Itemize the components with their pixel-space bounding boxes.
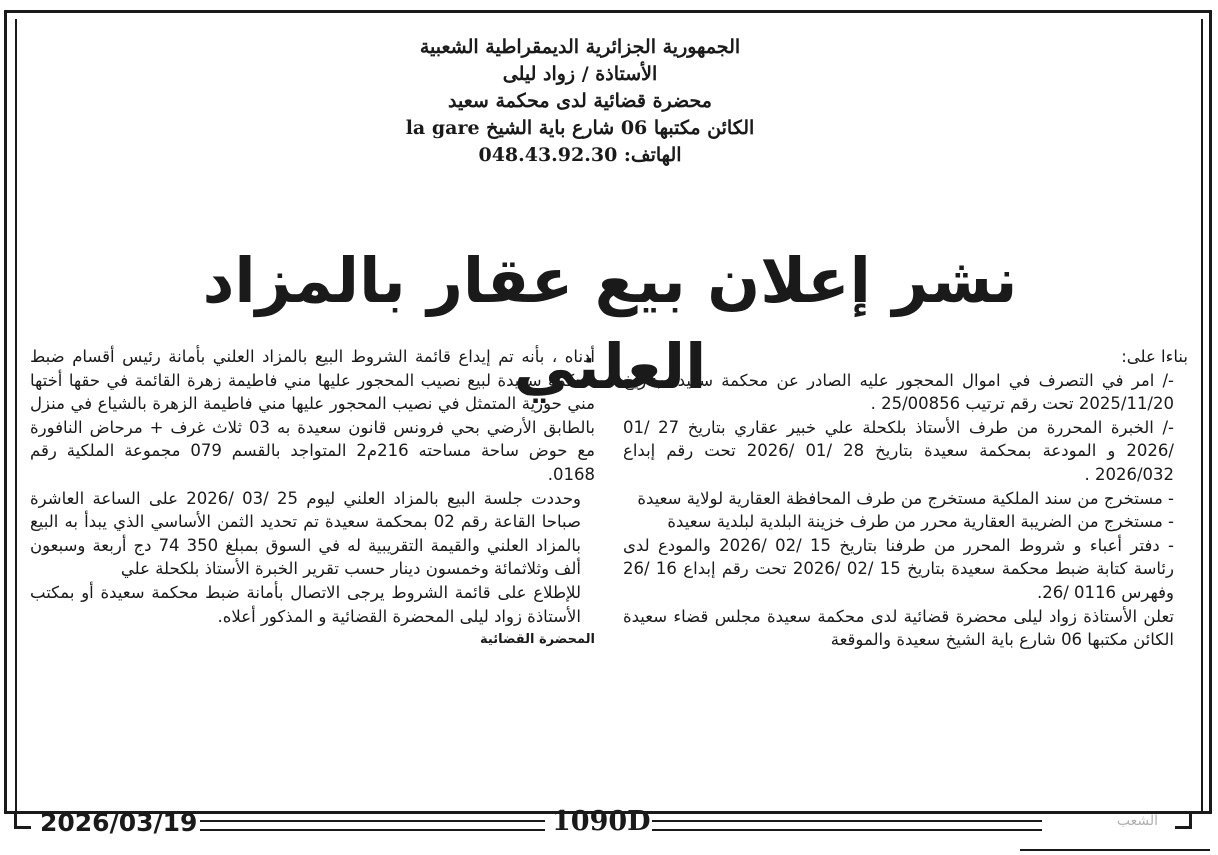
- signature: المحضرة القضائية: [480, 632, 595, 648]
- footer-bracket-right: [1175, 812, 1192, 829]
- left-column: [30, 345, 595, 652]
- right-intro: بناءا على:: [1121, 347, 1188, 366]
- footer-code: 1090D: [552, 806, 651, 837]
- phone-value: 048.43.92.30: [478, 144, 618, 166]
- header-bailiff-title: محضرة قضائية لدى محكمة سعيد: [448, 90, 712, 112]
- right-column: [623, 345, 1188, 652]
- left-paragraph: أدناه ، بأنه تم إيداع قائمة الشروط البيع بالمزاد العلني بأمانة رئيس أقسام ضبط محكمة سعيدة لبيع نصيب المحجور عليها مني فاطيمة زهرة القائمة في حقها أختها مني حورية المتمثل في نصيب المحجور عليها مني فاطيمة الزهرة بالشياع في منزل بالطابق الأرضي بحي فرونس قانون سعيدة به 03 ثلاث غرف + مرحاض النافورة مع حوض ساحة مساحته 216م2 المتواجد بالقسم 079 مجموعة الملكية رقم 0168.: [30, 347, 595, 484]
- footer-rule-right: [652, 820, 1042, 831]
- right-item: - مستخرج من سند الملكية مستخرج من طرف المحافظة العقارية لولاية سعيدة: [637, 488, 1174, 508]
- footer-rule-left: [200, 820, 545, 831]
- newspaper-logo: الشعب: [1116, 813, 1158, 829]
- footer-bracket-left: [14, 812, 31, 829]
- right-item: -/ امر في التصرف في اموال المحجور عليه الصادر عن محكمة سعيدة بتاريخ 2025/11/20 تحت رقم ترتيب 25/00856 .: [623, 370, 1174, 414]
- header-phone: [360, 142, 800, 169]
- right-item: - دفتر أعباء و شروط المحرر من طرفنا بتاريخ 15 /02 /2026 والمودع لدى رئاسة كتابة ضبط محكمة سعيدة بتاريخ 15 /02 /2026 تحت رقم إبداع 16 /26 وفهرس 0116 /26.: [623, 535, 1174, 602]
- right-item: - مستخرج من الضريبة العقارية محرر من طرف خزينة البلدية لبلدية سعيدة: [667, 512, 1174, 532]
- header-address: الكائن مكتبها 06 شارع باية الشيخ la gare: [405, 117, 755, 139]
- header-bailiff-name: الأستاذة / زواد ليلى: [502, 63, 658, 85]
- phone-label: الهاتف:: [623, 144, 682, 166]
- corner-rule: [1020, 849, 1210, 851]
- footer-date: 2026/03/19: [40, 808, 198, 837]
- right-item: تعلن الأستاذة زواد ليلى محضرة قضائية لدى محكمة سعيدة مجلس قضاء سعيدة الكائن مكتبها 06 شارع باية الشيخ سعيدة والموقعة: [623, 606, 1174, 650]
- notice-title: نشر إعلان بيع عقار بالمزاد العلني: [202, 244, 1018, 403]
- left-paragraph: للإطلاع على قائمة الشروط يرجى الاتصال بأمانة ضبط محكمة سعيدة أو بمكتب الأستاذة زواد ليلى المحضرة القضائية و المذكور أعلاه.: [30, 582, 581, 626]
- notice-header: [360, 34, 800, 169]
- footer-bar: [0, 806, 1218, 840]
- left-paragraph: وحددت جلسة البيع بالمزاد العلني ليوم 25 /03 /2026 على الساعة العاشرة صباحا القاعة رقم 02 بمحكمة سعيدة تم تحديد الثمن الأساسي الذي يبدأ به البيع بالمزاد العلني والقيمة التقريبية له في السوق بمبلغ 350 74 دج أربعة وسبعون ألف وثلاثمائة وخمسون دينار حسب تقرير الخبرة الأستاذ بلكحلة علي: [30, 488, 581, 579]
- header-republic: الجمهورية الجزائرية الديمقراطية الشعبية: [419, 36, 741, 58]
- right-item: -/ الخبرة المحررة من طرف الأستاذ بلكحلة علي خبير عقاري بتاريخ 27 /01 /2026 و المودعة بمحكمة سعيدة بتاريخ 28 /01 /2026 تحت رقم إبداع 2026/032 .: [623, 417, 1174, 484]
